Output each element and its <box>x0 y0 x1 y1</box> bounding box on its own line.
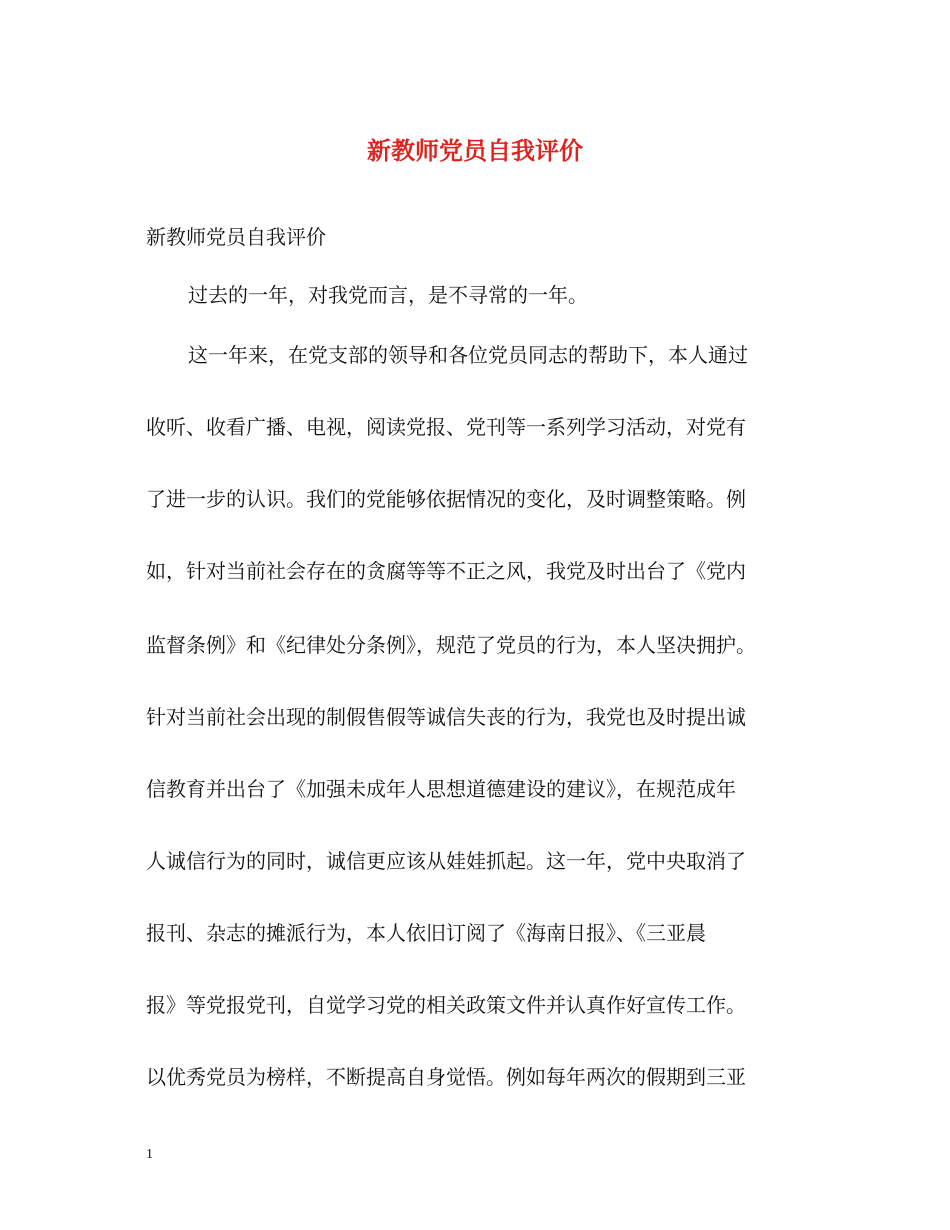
body-line: 过去的一年，对我党而言，是不寻常的一年。 <box>188 283 588 307</box>
body-line: 信教育并出台了《加强未成年人思想道德建设的建议》，在规范成年 <box>146 777 736 801</box>
body-line: 人诚信行为的同时，诚信更应该从娃娃抓起。这一年，党中央取消了 <box>146 849 746 873</box>
body-line: 报》等党报党刊，自觉学习党的相关政策文件并认真作好宣传工作。 <box>146 993 746 1017</box>
body-line: 报刊、杂志的摊派行为，本人依旧订阅了《海南日报》、《三亚晨 <box>146 921 706 945</box>
body-line: 以优秀党员为榜样，不断提高自身觉悟。例如每年两次的假期到三亚 <box>146 1065 746 1089</box>
body-line: 如，针对当前社会存在的贪腐等等不正之风，我党及时出台了《党内 <box>146 559 746 583</box>
body-line: 监督条例》和《纪律处分条例》，规范了党员的行为，本人坚决拥护。 <box>146 633 756 657</box>
body-line-heading: 新教师党员自我评价 <box>146 225 326 249</box>
body-line: 收听、收看广播、电视，阅读党报、党刊等一系列学习活动，对党有 <box>146 415 746 439</box>
body-line: 了进一步的认识。我们的党能够依据情况的变化，及时调整策略。例 <box>146 487 746 511</box>
page-number: 1 <box>146 1147 153 1162</box>
document-title: 新教师党员自我评价 <box>367 136 583 165</box>
body-line: 针对当前社会出现的制假售假等诚信失丧的行为，我党也及时提出诚 <box>146 705 746 729</box>
body-line: 这一年来，在党支部的领导和各位党员同志的帮助下，本人通过 <box>188 343 748 367</box>
